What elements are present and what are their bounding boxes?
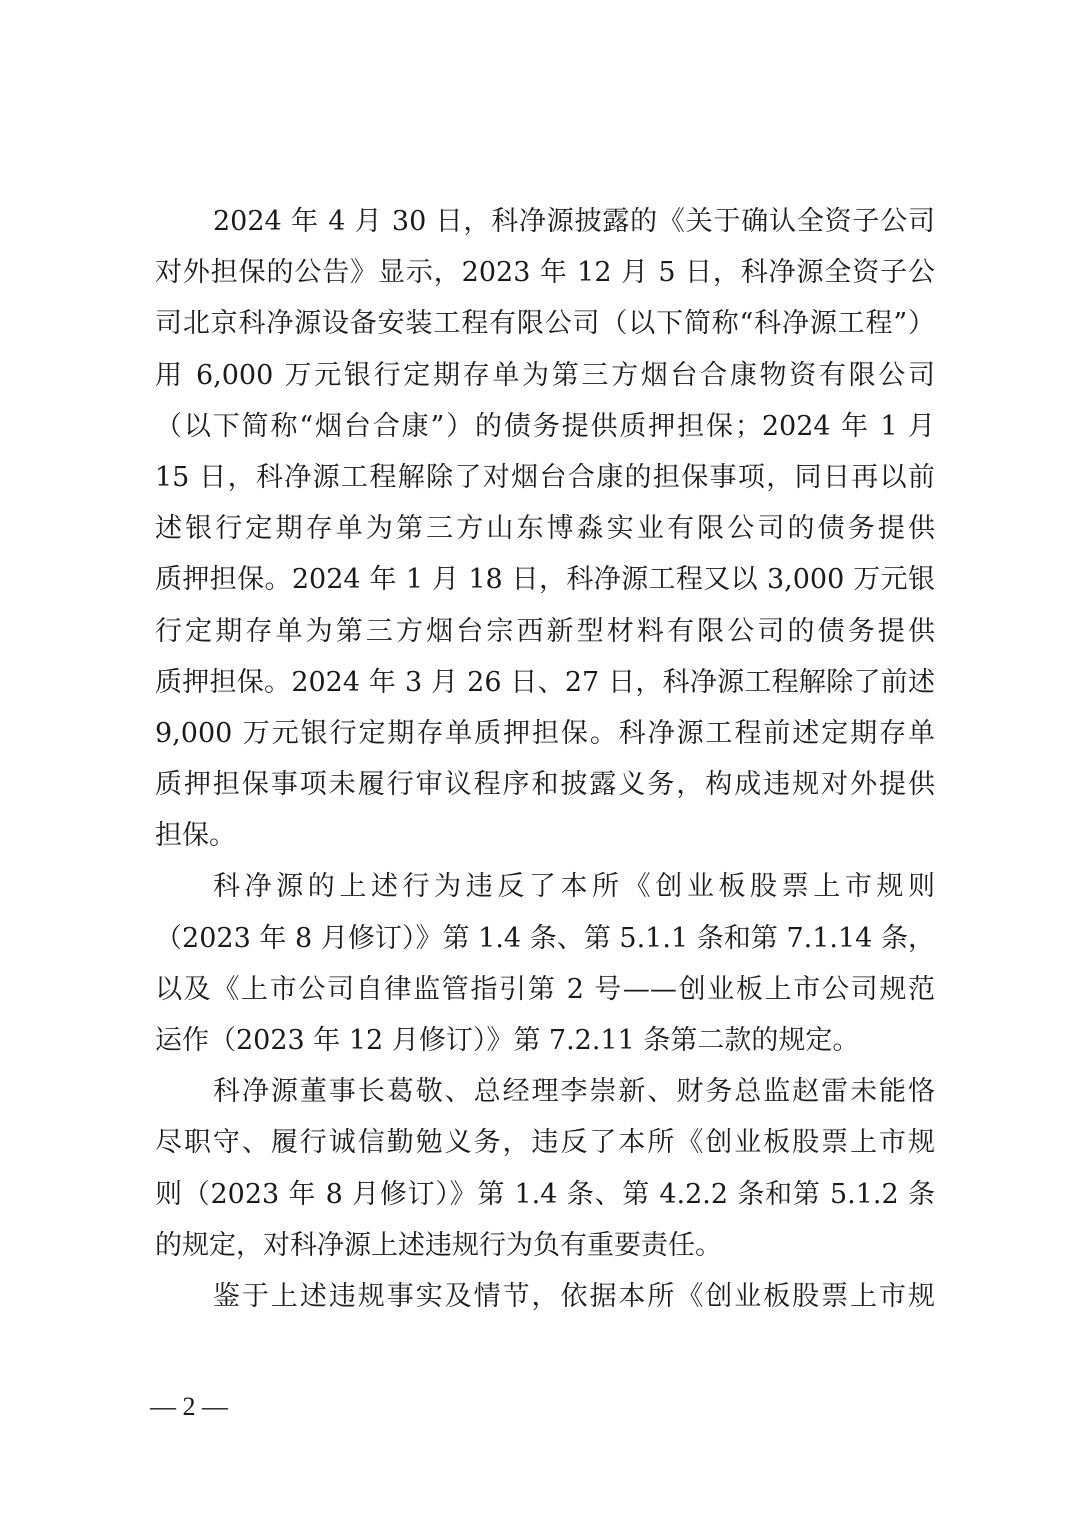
paragraph-3-line-3: 则（2023 年 8 月修订）》第 1.4 条、第 4.2.2 条和第 5.1.2 条: [155, 1178, 935, 1210]
paragraph-1-line-12: 质押担保事项未履行审议程序和披露义务，构成违规对外提供: [155, 769, 935, 801]
paragraph-3-line-1: 科净源董事长葛敬、总经理李崇新、财务总监赵雷未能恪: [213, 1076, 935, 1108]
paragraph-2-line-3: 以及《上市公司自律监管指引第 2 号——创业板上市公司规范: [155, 973, 935, 1005]
paragraph-2-line-2: （2023 年 8 月修订）》第 1.4 条、第 5.1.1 条和第 7.1.14 条，: [155, 922, 935, 954]
page-number: — 2 —: [150, 1392, 228, 1421]
paragraph-1-line-11: 9,000 万元银行定期存单质押担保。科净源工程前述定期存单: [155, 717, 935, 749]
paragraph-1-line-3: 司北京科净源设备安装工程有限公司（以下简称“科净源工程”）: [155, 308, 935, 340]
paragraph-1-line-1: 2024 年 4 月 30 日，科净源披露的《关于确认全资子公司: [213, 206, 935, 237]
document-body: [155, 196, 935, 1322]
paragraph-3-line-4: 的规定，对科净源上述违规行为负有重要责任。: [155, 1229, 722, 1261]
paragraph-1-line-4: 用 6,000 万元银行定期存单为第三方烟台合康物资有限公司: [155, 359, 935, 391]
paragraph-2-line-1: 科净源的上述行为违反了本所《创业板股票上市规则: [213, 871, 935, 903]
paragraph-1-line-13: 担保。: [155, 820, 236, 852]
paragraph-2-line-4: 运作（2023 年 12 月修订）》第 7.2.11 条第二款的规定。: [155, 1025, 860, 1056]
paragraph-1-line-7: 述银行定期存单为第三方山东博淼实业有限公司的债务提供: [155, 513, 935, 545]
paragraph-3-line-2: 尽职守、履行诚信勤勉义务，违反了本所《创业板股票上市规: [155, 1127, 935, 1159]
paragraph-4-line-1: 鉴于上述违规事实及情节，依据本所《创业板股票上市规: [213, 1280, 935, 1312]
paragraph-1-line-5: （以下简称“烟台合康”）的债务提供质押担保；2024 年 1 月: [155, 410, 935, 442]
paragraph-1-line-10: 质押担保。2024 年 3 月 26 日、27 日，科净源工程解除了前述: [155, 666, 935, 698]
paragraph-1-line-9: 行定期存单为第三方烟台宗西新型材料有限公司的债务提供: [155, 615, 935, 647]
paragraph-1-line-6: 15 日，科净源工程解除了对烟台合康的担保事项，同日再以前: [155, 461, 935, 493]
paragraph-1-line-8: 质押担保。2024 年 1 月 18 日，科净源工程又以 3,000 万元银: [155, 564, 935, 596]
paragraph-1-line-2: 对外担保的公告》显示，2023 年 12 月 5 日，科净源全资子公: [155, 257, 935, 289]
